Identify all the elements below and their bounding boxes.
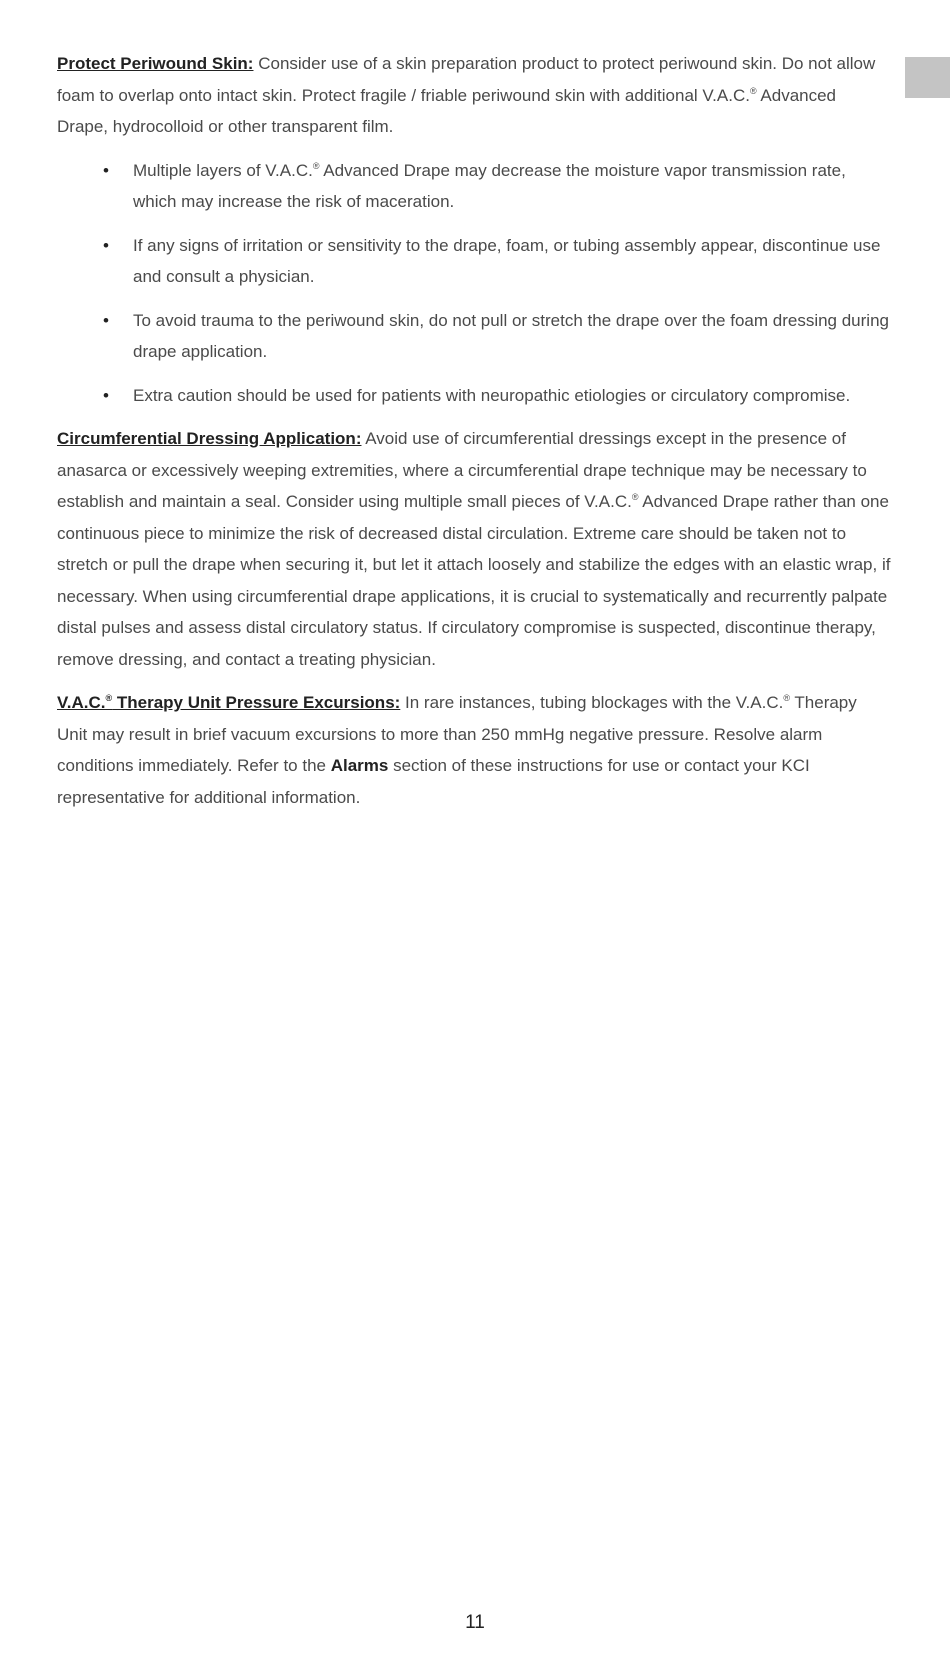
list-item bbox=[57, 380, 891, 412]
page-body bbox=[57, 48, 891, 825]
excursions-text-2: Therapy Unit may result in brief vacuum excursions to more than 250 mmHg negative pressure. Resolve alarm conditions immediately. Refer to the bbox=[57, 693, 857, 775]
registered-mark: ® bbox=[783, 693, 790, 703]
bullet-icon: • bbox=[103, 310, 109, 330]
excursions-heading-part-1: V.A.C. bbox=[57, 693, 106, 712]
bullet-icon: • bbox=[103, 160, 109, 180]
registered-mark: ® bbox=[105, 693, 113, 703]
list-item bbox=[57, 230, 891, 293]
registered-mark: ® bbox=[312, 160, 320, 171]
excursions-text-3: section of these instructions for use or contact your KCI representative for additional information. bbox=[57, 756, 810, 807]
circumferential-paragraph bbox=[57, 423, 891, 675]
bullet-text-2: Advanced Drape may decrease the moisture vapor transmission rate, which may increase the risk of maceration. bbox=[133, 160, 846, 211]
periwound-text-1: Consider use of a skin preparation product to protect periwound skin. Do not allow foam to overlap onto intact skin. Protect fragile / friable periwound skin with additional V.A.C. bbox=[57, 54, 876, 105]
section-tab-marker bbox=[905, 57, 950, 98]
circumferential-text-1: Avoid use of circumferential dressings except in the presence of anasarca or excessively weeping extremities, where a circumferential drape technique may be necessary to establish and maintain a seal. Consider using multiple small pieces of V.A.C. bbox=[57, 429, 867, 511]
bullet-text: To avoid trauma to the periwound skin, do not pull or stretch the drape over the foam dressing during drape application. bbox=[133, 310, 889, 361]
excursions-heading bbox=[57, 693, 400, 712]
circumferential-heading: Circumferential Dressing Application: bbox=[57, 429, 362, 448]
alarms-reference: Alarms bbox=[330, 756, 389, 775]
bullet-text: If any signs of irritation or sensitivity to the drape, foam, or tubing assembly appear, discontinue use and consult a physician. bbox=[133, 235, 881, 286]
list-item bbox=[57, 155, 891, 218]
periwound-bullet-list bbox=[57, 155, 891, 412]
excursions-paragraph bbox=[57, 687, 891, 813]
periwound-text-2: Advanced Drape, hydrocolloid or other transparent film. bbox=[57, 85, 837, 136]
registered-mark: ® bbox=[749, 85, 757, 96]
excursions-text-1: In rare instances, tubing blockages with the V.A.C. bbox=[400, 693, 784, 712]
excursions-heading-part-2: Therapy Unit Pressure Excursions: bbox=[112, 693, 401, 712]
bullet-text-1: Multiple layers of V.A.C. bbox=[133, 160, 313, 180]
registered-mark: ® bbox=[631, 492, 639, 502]
bullet-text: Extra caution should be used for patients with neuropathic etiologies or circulatory compromise. bbox=[133, 385, 851, 405]
bullet-icon: • bbox=[103, 235, 109, 255]
bullet-icon: • bbox=[103, 385, 109, 405]
list-item bbox=[57, 305, 891, 368]
periwound-heading: Protect Periwound Skin: bbox=[57, 54, 254, 73]
page-number: 11 bbox=[465, 1612, 485, 1633]
periwound-paragraph bbox=[57, 48, 891, 143]
circumferential-text-2: Advanced Drape rather than one continuous piece to minimize the risk of decreased distal circulation. Extreme care should be taken not to stretch or pull the drape when securing it, but let it attach loosely and stabilize the edges with an elastic wrap, if necessary. When using circumferential drape applications, it is crucial to systematically and recurrently palpate distal pulses and assess distal circulatory status. If circulatory compromise is suspected, discontinue therapy, remove dressing, and contact a treating physician. bbox=[57, 492, 891, 669]
